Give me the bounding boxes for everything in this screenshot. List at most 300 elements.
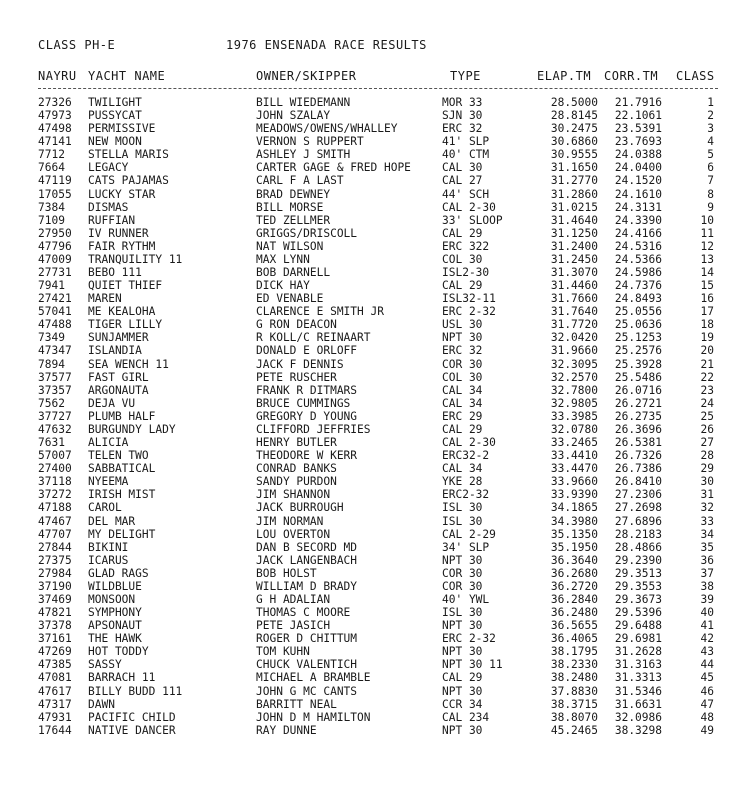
yacht-name-cell: IV RUNNER bbox=[88, 226, 149, 240]
elapsed-time-cell: 37.8830 bbox=[550, 684, 598, 698]
elapsed-time-cell: 30.9555 bbox=[550, 148, 598, 162]
elapsed-time-cell: 32.2570 bbox=[550, 370, 598, 384]
corrected-time-cell: 26.0716 bbox=[614, 383, 662, 397]
elapsed-time-cell: 36.2840 bbox=[550, 592, 598, 606]
corrected-time-cell: 31.6631 bbox=[614, 697, 662, 711]
corrected-time-cell: 24.3131 bbox=[614, 200, 662, 214]
corrected-time-cell: 24.7376 bbox=[614, 279, 662, 293]
nayru-cell: 27844 bbox=[38, 540, 72, 554]
yacht-name-cell: BIKINI bbox=[88, 540, 129, 554]
corrected-time-cell: 29.3553 bbox=[614, 579, 662, 593]
yacht-name-cell: STELLA MARIS bbox=[88, 148, 169, 162]
yacht-name-cell: SEA WENCH 11 bbox=[88, 357, 169, 371]
table-row bbox=[0, 292, 750, 305]
class-place-cell: 20 bbox=[700, 344, 714, 358]
table-row bbox=[0, 279, 750, 292]
owner-cell: THOMAS C MOORE bbox=[256, 606, 351, 620]
yacht-name-cell: WILDBLUE bbox=[88, 579, 142, 593]
type-cell: COL 30 bbox=[442, 252, 483, 266]
yacht-name-cell: GLAD RAGS bbox=[88, 566, 149, 580]
table-row bbox=[0, 384, 750, 397]
table-row bbox=[0, 501, 750, 514]
corrected-time-cell: 25.2576 bbox=[614, 344, 662, 358]
owner-cell: BARRITT NEAL bbox=[256, 697, 337, 711]
type-cell: SJN 30 bbox=[442, 109, 483, 123]
elapsed-time-cell: 36.2720 bbox=[550, 579, 598, 593]
table-row bbox=[0, 632, 750, 645]
yacht-name-cell: MY DELIGHT bbox=[88, 527, 156, 541]
table-row bbox=[0, 423, 750, 436]
yacht-name-cell: PLUMB HALF bbox=[88, 409, 156, 423]
nayru-cell: 37190 bbox=[38, 579, 72, 593]
yacht-name-cell: MAREN bbox=[88, 292, 122, 306]
elapsed-time-cell: 38.2330 bbox=[550, 658, 598, 672]
elapsed-time-cell: 38.8070 bbox=[550, 710, 598, 724]
owner-cell: BRAD DEWNEY bbox=[256, 187, 331, 201]
class-place-cell: 31 bbox=[700, 488, 714, 502]
type-cell: NPT 30 bbox=[442, 684, 483, 698]
table-row bbox=[0, 96, 750, 109]
nayru-cell: 47488 bbox=[38, 318, 72, 332]
table-row bbox=[0, 436, 750, 449]
table-row bbox=[0, 253, 750, 266]
class-place-cell: 44 bbox=[700, 658, 714, 672]
owner-cell: DONALD E ORLOFF bbox=[256, 344, 358, 358]
corrected-time-cell: 31.3313 bbox=[614, 671, 662, 685]
owner-cell: GRIGGS/DRISCOLL bbox=[256, 226, 358, 240]
type-cell: ISL 30 bbox=[442, 606, 483, 620]
elapsed-time-cell: 38.1795 bbox=[550, 645, 598, 659]
corrected-time-cell: 27.6896 bbox=[614, 514, 662, 528]
owner-cell: MICHAEL A BRAMBLE bbox=[256, 671, 371, 685]
table-row bbox=[0, 135, 750, 148]
type-cell: CAL 34 bbox=[442, 462, 483, 476]
table-row bbox=[0, 240, 750, 253]
nayru-cell: 7712 bbox=[38, 148, 65, 162]
class-place-cell: 3 bbox=[707, 122, 714, 136]
yacht-name-cell: PACIFIC CHILD bbox=[88, 710, 176, 724]
yacht-name-cell: PUSSYCAT bbox=[88, 109, 142, 123]
corrected-time-cell: 26.2735 bbox=[614, 409, 662, 423]
type-cell: COR 30 bbox=[442, 357, 483, 371]
owner-cell: JIM NORMAN bbox=[256, 514, 324, 528]
yacht-name-cell: SABBATICAL bbox=[88, 462, 156, 476]
yacht-name-cell: ISLANDIA bbox=[88, 344, 142, 358]
yacht-name-cell: MONSOON bbox=[88, 592, 136, 606]
type-cell: 41' SLP bbox=[442, 135, 490, 149]
elapsed-time-cell: 31.1650 bbox=[550, 161, 598, 175]
nayru-cell: 7894 bbox=[38, 357, 65, 371]
type-cell: CAL 29 bbox=[442, 422, 483, 436]
owner-cell: JOHN SZALAY bbox=[256, 109, 331, 123]
table-row bbox=[0, 554, 750, 567]
class-place-cell: 10 bbox=[700, 213, 714, 227]
elapsed-time-cell: 38.3715 bbox=[550, 697, 598, 711]
class-place-cell: 36 bbox=[700, 553, 714, 567]
class-place-cell: 4 bbox=[707, 135, 714, 149]
owner-cell: DAN B SECORD MD bbox=[256, 540, 358, 554]
elapsed-time-cell: 31.7660 bbox=[550, 292, 598, 306]
owner-cell: MEADOWS/OWENS/WHALLEY bbox=[256, 122, 398, 136]
class-place-cell: 43 bbox=[700, 645, 714, 659]
table-row bbox=[0, 685, 750, 698]
type-cell: COL 30 bbox=[442, 370, 483, 384]
table-row bbox=[0, 567, 750, 580]
nayru-cell: 47081 bbox=[38, 671, 72, 685]
elapsed-time-cell: 31.4460 bbox=[550, 279, 598, 293]
owner-cell: JACK F DENNIS bbox=[256, 357, 344, 371]
corrected-time-cell: 25.3928 bbox=[614, 357, 662, 371]
class-place-cell: 38 bbox=[700, 579, 714, 593]
class-place-cell: 15 bbox=[700, 279, 714, 293]
type-cell: CAL 2-30 bbox=[442, 200, 496, 214]
yacht-name-cell: DISMAS bbox=[88, 200, 129, 214]
corrected-time-cell: 24.5366 bbox=[614, 252, 662, 266]
yacht-name-cell: BILLY BUDD 111 bbox=[88, 684, 183, 698]
elapsed-time-cell: 36.4065 bbox=[550, 632, 598, 646]
corrected-time-cell: 27.2698 bbox=[614, 501, 662, 515]
class-place-cell: 12 bbox=[700, 239, 714, 253]
type-cell: 40' CTM bbox=[442, 148, 490, 162]
corrected-time-cell: 29.2390 bbox=[614, 553, 662, 567]
header-rule bbox=[38, 88, 718, 89]
table-row bbox=[0, 109, 750, 122]
elapsed-time-cell: 36.3640 bbox=[550, 553, 598, 567]
nayru-cell: 7562 bbox=[38, 396, 65, 410]
yacht-name-cell: SUNJAMMER bbox=[88, 331, 149, 345]
type-cell: CAL 29 bbox=[442, 279, 483, 293]
corrected-time-cell: 28.2183 bbox=[614, 527, 662, 541]
owner-cell: JOHN D M HAMILTON bbox=[256, 710, 371, 724]
nayru-cell: 27950 bbox=[38, 226, 72, 240]
nayru-cell: 37118 bbox=[38, 475, 72, 489]
type-cell: ERC 2-32 bbox=[442, 632, 496, 646]
elapsed-time-cell: 31.2450 bbox=[550, 252, 598, 266]
nayru-cell: 27731 bbox=[38, 266, 72, 280]
elapsed-time-cell: 30.2475 bbox=[550, 122, 598, 136]
owner-cell: CARL F A LAST bbox=[256, 174, 344, 188]
owner-cell: ASHLEY J SMITH bbox=[256, 148, 351, 162]
nayru-cell: 47347 bbox=[38, 344, 72, 358]
yacht-name-cell: LEGACY bbox=[88, 161, 129, 175]
class-place-cell: 21 bbox=[700, 357, 714, 371]
nayru-cell: 37727 bbox=[38, 409, 72, 423]
nayru-cell: 27375 bbox=[38, 553, 72, 567]
nayru-cell: 37357 bbox=[38, 383, 72, 397]
corrected-time-cell: 24.0388 bbox=[614, 148, 662, 162]
yacht-name-cell: ME KEALOHA bbox=[88, 305, 156, 319]
yacht-name-cell: APSONAUT bbox=[88, 619, 142, 633]
nayru-cell: 57041 bbox=[38, 305, 72, 319]
nayru-cell: 47796 bbox=[38, 239, 72, 253]
nayru-cell: 37378 bbox=[38, 619, 72, 633]
table-row bbox=[0, 397, 750, 410]
nayru-cell: 27400 bbox=[38, 462, 72, 476]
nayru-cell: 47385 bbox=[38, 658, 72, 672]
table-row bbox=[0, 449, 750, 462]
table-row bbox=[0, 671, 750, 684]
table-row bbox=[0, 188, 750, 201]
owner-cell: JACK LANGENBACH bbox=[256, 553, 358, 567]
corrected-time-cell: 31.2628 bbox=[614, 645, 662, 659]
owner-cell: HENRY BUTLER bbox=[256, 436, 337, 450]
corrected-time-cell: 27.2306 bbox=[614, 488, 662, 502]
nayru-cell: 17644 bbox=[38, 723, 72, 737]
class-place-cell: 1 bbox=[707, 96, 714, 109]
class-place-cell: 14 bbox=[700, 266, 714, 280]
yacht-name-cell: BEBO 111 bbox=[88, 266, 142, 280]
elapsed-time-cell: 34.3980 bbox=[550, 514, 598, 528]
table-row bbox=[0, 606, 750, 619]
table-row bbox=[0, 201, 750, 214]
yacht-name-cell: ARGONAUTA bbox=[88, 383, 149, 397]
type-cell: ERC 32 bbox=[442, 122, 483, 136]
corrected-time-cell: 26.7326 bbox=[614, 449, 662, 463]
corrected-time-cell: 26.5381 bbox=[614, 436, 662, 450]
class-place-cell: 26 bbox=[700, 422, 714, 436]
elapsed-time-cell: 35.1350 bbox=[550, 527, 598, 541]
owner-cell: PETE JASICH bbox=[256, 619, 331, 633]
class-place-cell: 24 bbox=[700, 396, 714, 410]
type-cell: NPT 30 11 bbox=[442, 658, 503, 672]
table-row bbox=[0, 161, 750, 174]
elapsed-time-cell: 33.4410 bbox=[550, 449, 598, 463]
table-row bbox=[0, 593, 750, 606]
corrected-time-cell: 38.3298 bbox=[614, 723, 662, 737]
owner-cell: TOM KUHN bbox=[256, 645, 310, 659]
class-place-cell: 18 bbox=[700, 318, 714, 332]
type-cell: ISL2-30 bbox=[442, 266, 490, 280]
owner-cell: TED ZELLMER bbox=[256, 213, 331, 227]
elapsed-time-cell: 28.8145 bbox=[550, 109, 598, 123]
elapsed-time-cell: 32.0780 bbox=[550, 422, 598, 436]
col-header-elap: ELAP.TM bbox=[537, 69, 592, 83]
table-row bbox=[0, 305, 750, 318]
table-row bbox=[0, 658, 750, 671]
class-place-cell: 37 bbox=[700, 566, 714, 580]
type-cell: NPT 30 bbox=[442, 723, 483, 737]
corrected-time-cell: 26.3696 bbox=[614, 422, 662, 436]
elapsed-time-cell: 45.2465 bbox=[550, 723, 598, 737]
owner-cell: CARTER GAGE & FRED HOPE bbox=[256, 161, 411, 175]
elapsed-time-cell: 33.4470 bbox=[550, 462, 598, 476]
yacht-name-cell: BURGUNDY LADY bbox=[88, 422, 176, 436]
yacht-name-cell: BARRACH 11 bbox=[88, 671, 156, 685]
class-place-cell: 46 bbox=[700, 684, 714, 698]
type-cell: USL 30 bbox=[442, 318, 483, 332]
type-cell: CAL 2-30 bbox=[442, 436, 496, 450]
type-cell: 40' YWL bbox=[442, 592, 490, 606]
col-header-type: TYPE bbox=[450, 69, 481, 83]
corrected-time-cell: 25.0636 bbox=[614, 318, 662, 332]
corrected-time-cell: 32.0986 bbox=[614, 710, 662, 724]
class-place-cell: 25 bbox=[700, 409, 714, 423]
nayru-cell: 47269 bbox=[38, 645, 72, 659]
class-place-cell: 5 bbox=[707, 148, 714, 162]
class-place-cell: 33 bbox=[700, 514, 714, 528]
owner-cell: ROGER D CHITTUM bbox=[256, 632, 358, 646]
class-place-cell: 9 bbox=[707, 200, 714, 214]
type-cell: CAL 30 bbox=[442, 161, 483, 175]
elapsed-time-cell: 38.2480 bbox=[550, 671, 598, 685]
corrected-time-cell: 25.5486 bbox=[614, 370, 662, 384]
elapsed-time-cell: 36.2480 bbox=[550, 606, 598, 620]
class-place-cell: 41 bbox=[700, 619, 714, 633]
table-row bbox=[0, 214, 750, 227]
yacht-name-cell: NEW MOON bbox=[88, 135, 142, 149]
class-place-cell: 39 bbox=[700, 592, 714, 606]
owner-cell: BILL MORSE bbox=[256, 200, 324, 214]
yacht-name-cell: RUFFIAN bbox=[88, 213, 136, 227]
type-cell: 34' SLP bbox=[442, 540, 490, 554]
nayru-cell: 27421 bbox=[38, 292, 72, 306]
type-cell: ISL32-11 bbox=[442, 292, 496, 306]
table-row bbox=[0, 619, 750, 632]
class-place-cell: 6 bbox=[707, 161, 714, 175]
corrected-time-cell: 24.5316 bbox=[614, 239, 662, 253]
class-label: CLASS PH-E bbox=[38, 38, 116, 52]
elapsed-time-cell: 33.2465 bbox=[550, 436, 598, 450]
table-row bbox=[0, 344, 750, 357]
owner-cell: BOB HOLST bbox=[256, 566, 317, 580]
elapsed-time-cell: 33.9390 bbox=[550, 488, 598, 502]
table-row bbox=[0, 331, 750, 344]
owner-cell: JOHN G MC CANTS bbox=[256, 684, 358, 698]
page-title: 1976 ENSENADA RACE RESULTS bbox=[226, 38, 427, 52]
type-cell: ERC2-32 bbox=[442, 488, 490, 502]
corrected-time-cell: 26.2721 bbox=[614, 396, 662, 410]
col-header-class: CLASS bbox=[676, 69, 715, 83]
type-cell: ISL 30 bbox=[442, 501, 483, 515]
table-row bbox=[0, 528, 750, 541]
yacht-name-cell: NATIVE DANCER bbox=[88, 723, 176, 737]
owner-cell: G RON DEACON bbox=[256, 318, 337, 332]
corrected-time-cell: 31.5346 bbox=[614, 684, 662, 698]
nayru-cell: 37469 bbox=[38, 592, 72, 606]
owner-cell: PETE RUSCHER bbox=[256, 370, 337, 384]
type-cell: 33' SLOOP bbox=[442, 213, 503, 227]
owner-cell: BOB DARNELL bbox=[256, 266, 331, 280]
yacht-name-cell: CAROL bbox=[88, 501, 122, 515]
type-cell: 44' SCH bbox=[442, 187, 490, 201]
corrected-time-cell: 24.3390 bbox=[614, 213, 662, 227]
elapsed-time-cell: 31.9660 bbox=[550, 344, 598, 358]
yacht-name-cell: LUCKY STAR bbox=[88, 187, 156, 201]
owner-cell: MAX LYNN bbox=[256, 252, 310, 266]
nayru-cell: 7631 bbox=[38, 436, 65, 450]
yacht-name-cell: NYEEMA bbox=[88, 475, 129, 489]
elapsed-time-cell: 32.0420 bbox=[550, 331, 598, 345]
elapsed-time-cell: 35.1950 bbox=[550, 540, 598, 554]
yacht-name-cell: DEJA VU bbox=[88, 396, 136, 410]
owner-cell: CONRAD BANKS bbox=[256, 462, 337, 476]
nayru-cell: 47821 bbox=[38, 606, 72, 620]
yacht-name-cell: ALICIA bbox=[88, 436, 129, 450]
yacht-name-cell: ICARUS bbox=[88, 553, 129, 567]
owner-cell: JACK BURROUGH bbox=[256, 501, 344, 515]
type-cell: ERC 32 bbox=[442, 344, 483, 358]
type-cell: NPT 30 bbox=[442, 645, 483, 659]
owner-cell: GREGORY D YOUNG bbox=[256, 409, 358, 423]
type-cell: ERC32-2 bbox=[442, 449, 490, 463]
class-place-cell: 22 bbox=[700, 370, 714, 384]
type-cell: CAL 27 bbox=[442, 174, 483, 188]
nayru-cell: 7349 bbox=[38, 331, 65, 345]
type-cell: CAL 2-29 bbox=[442, 527, 496, 541]
type-cell: ISL 30 bbox=[442, 514, 483, 528]
col-header-corr: CORR.TM bbox=[604, 69, 659, 83]
elapsed-time-cell: 31.2770 bbox=[550, 174, 598, 188]
class-place-cell: 45 bbox=[700, 671, 714, 685]
class-place-cell: 40 bbox=[700, 606, 714, 620]
table-row bbox=[0, 266, 750, 279]
class-place-cell: 32 bbox=[700, 501, 714, 515]
class-place-cell: 19 bbox=[700, 331, 714, 345]
type-cell: ERC 2-32 bbox=[442, 305, 496, 319]
corrected-time-cell: 21.7916 bbox=[614, 96, 662, 109]
owner-cell: BILL WIEDEMANN bbox=[256, 96, 351, 109]
class-place-cell: 48 bbox=[700, 710, 714, 724]
type-cell: CAL 29 bbox=[442, 671, 483, 685]
class-place-cell: 17 bbox=[700, 305, 714, 319]
table-row bbox=[0, 227, 750, 240]
owner-cell: FRANK R DITMARS bbox=[256, 383, 358, 397]
table-row bbox=[0, 462, 750, 475]
elapsed-time-cell: 32.3095 bbox=[550, 357, 598, 371]
table-row bbox=[0, 475, 750, 488]
type-cell: CCR 34 bbox=[442, 697, 483, 711]
type-cell: CAL 29 bbox=[442, 226, 483, 240]
nayru-cell: 37161 bbox=[38, 632, 72, 646]
corrected-time-cell: 23.5391 bbox=[614, 122, 662, 136]
nayru-cell: 47707 bbox=[38, 527, 72, 541]
table-row bbox=[0, 580, 750, 593]
yacht-name-cell: DEL MAR bbox=[88, 514, 136, 528]
nayru-cell: 17055 bbox=[38, 187, 72, 201]
owner-cell: CHUCK VALENTICH bbox=[256, 658, 358, 672]
class-place-cell: 16 bbox=[700, 292, 714, 306]
elapsed-time-cell: 31.1250 bbox=[550, 226, 598, 240]
corrected-time-cell: 25.0556 bbox=[614, 305, 662, 319]
corrected-time-cell: 26.7386 bbox=[614, 462, 662, 476]
elapsed-time-cell: 31.7720 bbox=[550, 318, 598, 332]
table-row bbox=[0, 358, 750, 371]
type-cell: NPT 30 bbox=[442, 553, 483, 567]
nayru-cell: 47009 bbox=[38, 252, 72, 266]
corrected-time-cell: 31.3163 bbox=[614, 658, 662, 672]
corrected-time-cell: 24.8493 bbox=[614, 292, 662, 306]
table-row bbox=[0, 174, 750, 187]
class-place-cell: 30 bbox=[700, 475, 714, 489]
type-cell: CAL 234 bbox=[442, 710, 490, 724]
corrected-time-cell: 26.8410 bbox=[614, 475, 662, 489]
elapsed-time-cell: 28.5000 bbox=[550, 96, 598, 109]
owner-cell: CLIFFORD JEFFRIES bbox=[256, 422, 371, 436]
owner-cell: R KOLL/C REINAART bbox=[256, 331, 371, 345]
elapsed-time-cell: 31.0215 bbox=[550, 200, 598, 214]
yacht-name-cell: DAWN bbox=[88, 697, 115, 711]
elapsed-time-cell: 36.5655 bbox=[550, 619, 598, 633]
class-place-cell: 2 bbox=[707, 109, 714, 123]
type-cell: ERC 29 bbox=[442, 409, 483, 423]
yacht-name-cell: TELEN TWO bbox=[88, 449, 149, 463]
type-cell: COR 30 bbox=[442, 566, 483, 580]
elapsed-time-cell: 30.6860 bbox=[550, 135, 598, 149]
elapsed-time-cell: 31.2860 bbox=[550, 187, 598, 201]
class-place-cell: 47 bbox=[700, 697, 714, 711]
nayru-cell: 47617 bbox=[38, 684, 72, 698]
class-place-cell: 42 bbox=[700, 632, 714, 646]
